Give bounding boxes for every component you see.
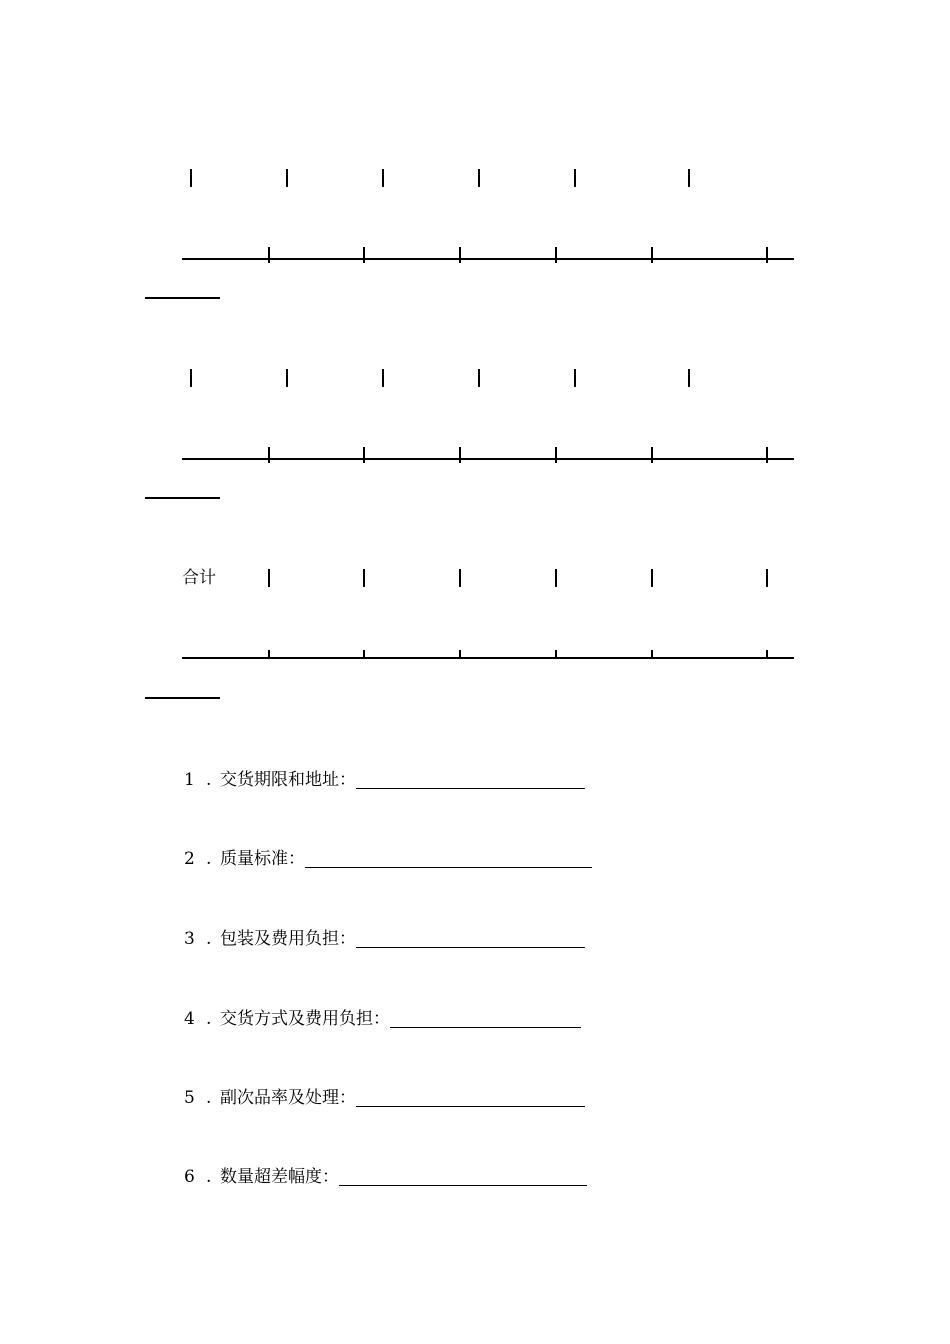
cell-divider <box>268 569 270 587</box>
cell-divider <box>286 369 288 387</box>
fill-in-blank[interactable] <box>356 1105 585 1107</box>
clause-defect-rate: 5 . 副次品率及处理： <box>184 1087 585 1109</box>
fill-in-blank[interactable] <box>356 787 585 789</box>
clause-delivery-method: 4 . 交货方式及费用负担： <box>184 1008 581 1030</box>
cell-divider <box>286 169 288 187</box>
cell-divider <box>190 369 192 387</box>
clause-delivery-term: 1 . 交货期限和地址： <box>184 769 585 791</box>
fill-in-blank[interactable] <box>390 1026 581 1028</box>
cell-divider <box>478 169 480 187</box>
clause-label: 副次品率及处理： <box>220 1088 356 1108</box>
cell-divider <box>459 569 461 587</box>
cell-divider <box>190 169 192 187</box>
cell-divider <box>382 369 384 387</box>
total-label: 合计 <box>182 568 216 588</box>
clause-label: 交货方式及费用负担： <box>220 1009 390 1029</box>
fill-in-blank[interactable] <box>305 866 592 868</box>
cell-divider <box>382 169 384 187</box>
clause-label: 质量标准： <box>220 849 305 869</box>
clause-quantity-tolerance: 6 . 数量超差幅度： <box>184 1166 587 1188</box>
clause-label: 交货期限和地址： <box>220 770 356 790</box>
cell-divider <box>651 569 653 587</box>
clause-label: 数量超差幅度： <box>220 1167 339 1187</box>
cell-divider <box>688 369 690 387</box>
fill-in-blank[interactable] <box>356 946 585 948</box>
clause-quality-standard: 2 . 质量标准： <box>184 848 592 870</box>
fill-in-blank[interactable] <box>339 1184 587 1186</box>
clause-packaging: 3 . 包装及费用负担： <box>184 928 585 950</box>
cell-divider <box>688 169 690 187</box>
cell-divider <box>363 569 365 587</box>
cell-divider <box>555 569 557 587</box>
clause-label: 包装及费用负担： <box>220 929 356 949</box>
cell-divider <box>478 369 480 387</box>
cell-divider <box>574 369 576 387</box>
cell-divider <box>766 569 768 587</box>
cell-divider <box>574 169 576 187</box>
